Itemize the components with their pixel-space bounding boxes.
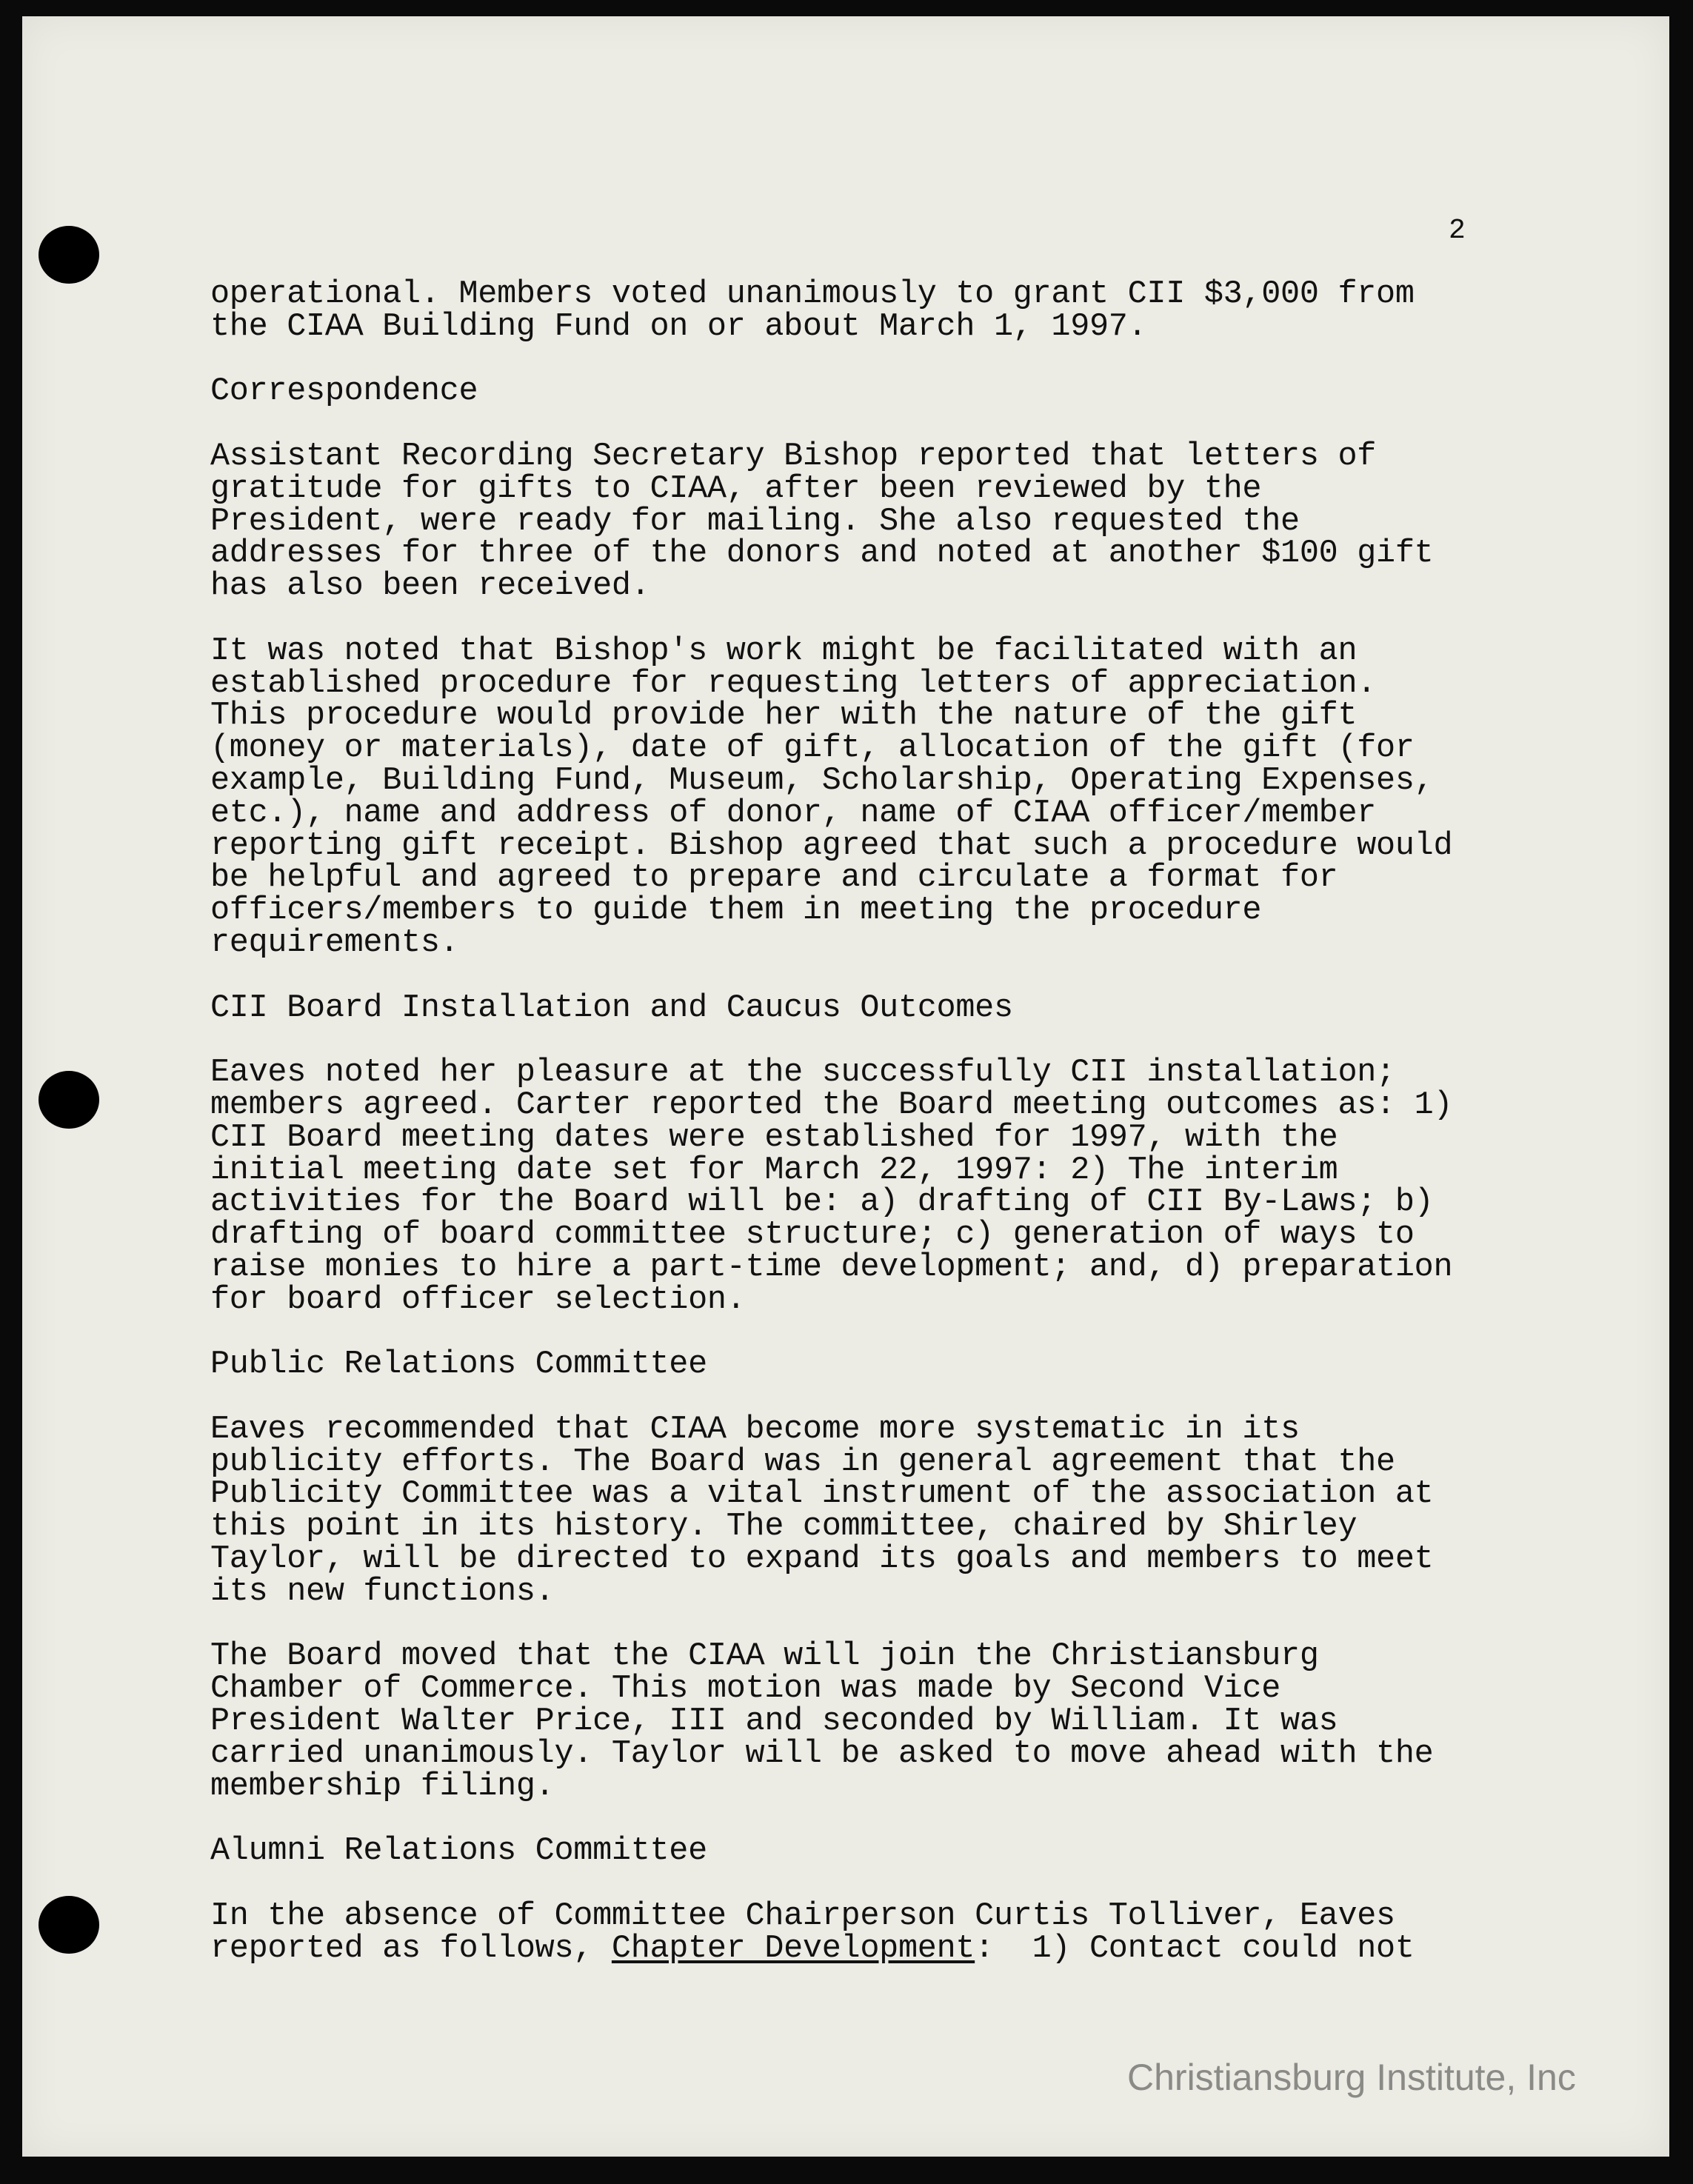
watermark: Christiansburg Institute, Inc: [1127, 2057, 1576, 2098]
text-run: : 1) Contact could not: [975, 1930, 1415, 1967]
paragraph-line: President Walter Price, III and seconded by William. It was: [210, 1703, 1338, 1740]
paragraph-line: activities for the Board will be: a) drafting of CII By-Laws; b): [210, 1184, 1434, 1221]
underlined-heading-chapter-development: Chapter Development: [611, 1930, 975, 1967]
paragraph-line: requirements.: [210, 924, 459, 961]
paragraph-line: Assistant Recording Secretary Bishop reported that letters of: [210, 438, 1377, 475]
punch-hole-middle: [39, 1071, 99, 1129]
document-blocks: [210, 278, 1514, 1868]
paragraph-line: established procedure for requesting letters of appreciation.: [210, 665, 1377, 702]
paragraph: [210, 1411, 1514, 1610]
document-body: [210, 278, 1514, 1997]
paragraph-line: be helpful and agreed to prepare and circulate a format for: [210, 860, 1338, 897]
section-heading: [210, 1346, 1514, 1383]
paragraph-line: CII Board meeting dates were established for 1997, with the: [210, 1119, 1338, 1156]
paragraph: [210, 632, 1514, 961]
paragraph-line: this point in its history. The committee, chaired by Shirley: [210, 1509, 1358, 1546]
paragraph: [210, 438, 1514, 605]
paragraph-line: addresses for three of the donors and noted at another $100 gift: [210, 535, 1434, 572]
paragraph-line: raise monies to hire a part-time development; and, d) preparation: [210, 1249, 1453, 1286]
paragraph-line: membership filing.: [210, 1768, 555, 1805]
paragraph-line: etc.), name and address of donor, name of CIAA officer/member: [210, 795, 1377, 832]
paragraph-line: carried unanimously. Taylor will be asked to move ahead with the: [210, 1735, 1434, 1772]
paragraph-line: officers/members to guide them in meeting the procedure: [210, 892, 1262, 929]
paragraph-line: example, Building Fund, Museum, Scholarship, Operating Expenses,: [210, 762, 1434, 799]
paragraph: [210, 1057, 1514, 1316]
paragraph-line: reporting gift receipt. Bishop agreed that such a procedure would: [210, 827, 1453, 864]
paragraph-line: Publicity Committee was a vital instrument of the association at: [210, 1476, 1434, 1513]
heading-text: Correspondence: [210, 373, 478, 410]
paragraph-line: President, were ready for mailing. She also requested the: [210, 503, 1300, 540]
heading-text: Alumni Relations Committee: [210, 1833, 707, 1870]
section-heading: [210, 375, 1514, 408]
section-heading: [210, 989, 1514, 1026]
final-paragraph: [210, 1897, 1514, 1967]
paragraph-line: Eaves noted her pleasure at the successfully CII installation;: [210, 1055, 1395, 1092]
paragraph: [210, 1640, 1514, 1803]
paragraph-line: gratitude for gifts to CIAA, after been reviewed by the: [210, 470, 1262, 507]
paragraph-line: initial meeting date set for March 22, 1997: 2) The interim: [210, 1152, 1338, 1189]
page-number: 2: [1449, 215, 1466, 247]
paragraph-line: This procedure would provide her with the nature of the gift: [210, 698, 1358, 735]
paragraph-line: (money or materials), date of gift, allocation of the gift (for: [210, 730, 1415, 767]
heading-text: CII Board Installation and Caucus Outcomes: [210, 989, 1013, 1026]
paragraph-line: publicity efforts. The Board was in general agreement that the: [210, 1443, 1395, 1480]
punch-hole-top: [39, 226, 99, 284]
paragraph-line: for board officer selection.: [210, 1281, 746, 1318]
text-run: reported as follows,: [210, 1930, 612, 1967]
paragraph-line: members agreed. Carter reported the Board meeting outcomes as: 1): [210, 1086, 1453, 1123]
paragraph-line: In the absence of Committee Chairperson Curtis Tolliver, Eaves: [210, 1897, 1395, 1934]
heading-text: Public Relations Committee: [210, 1346, 707, 1383]
paragraph-line: The Board moved that the CIAA will join the Christiansburg: [210, 1638, 1319, 1675]
paragraph-line: operational. Members voted unanimously to grant CII $3,000 from: [210, 276, 1415, 313]
paragraph-line: its new functions.: [210, 1573, 555, 1610]
paragraph-line: [210, 1930, 1514, 1967]
paragraph-line: Eaves recommended that CIAA become more systematic in its: [210, 1411, 1300, 1448]
section-heading: [210, 1835, 1514, 1868]
paragraph-line: Taylor, will be directed to expand its goals and members to meet: [210, 1541, 1434, 1578]
punch-hole-bottom: [39, 1896, 99, 1954]
paragraph-line: has also been received.: [210, 568, 650, 605]
paragraph-line: Chamber of Commerce. This motion was made by Second Vice: [210, 1671, 1281, 1708]
paragraph-line: drafting of board committee structure; c) generation of ways to: [210, 1217, 1415, 1254]
paragraph: [210, 278, 1514, 344]
paragraph-line: the CIAA Building Fund on or about March 1, 1997.: [210, 308, 1147, 345]
paragraph-line: It was noted that Bishop's work might be facilitated with an: [210, 632, 1358, 669]
